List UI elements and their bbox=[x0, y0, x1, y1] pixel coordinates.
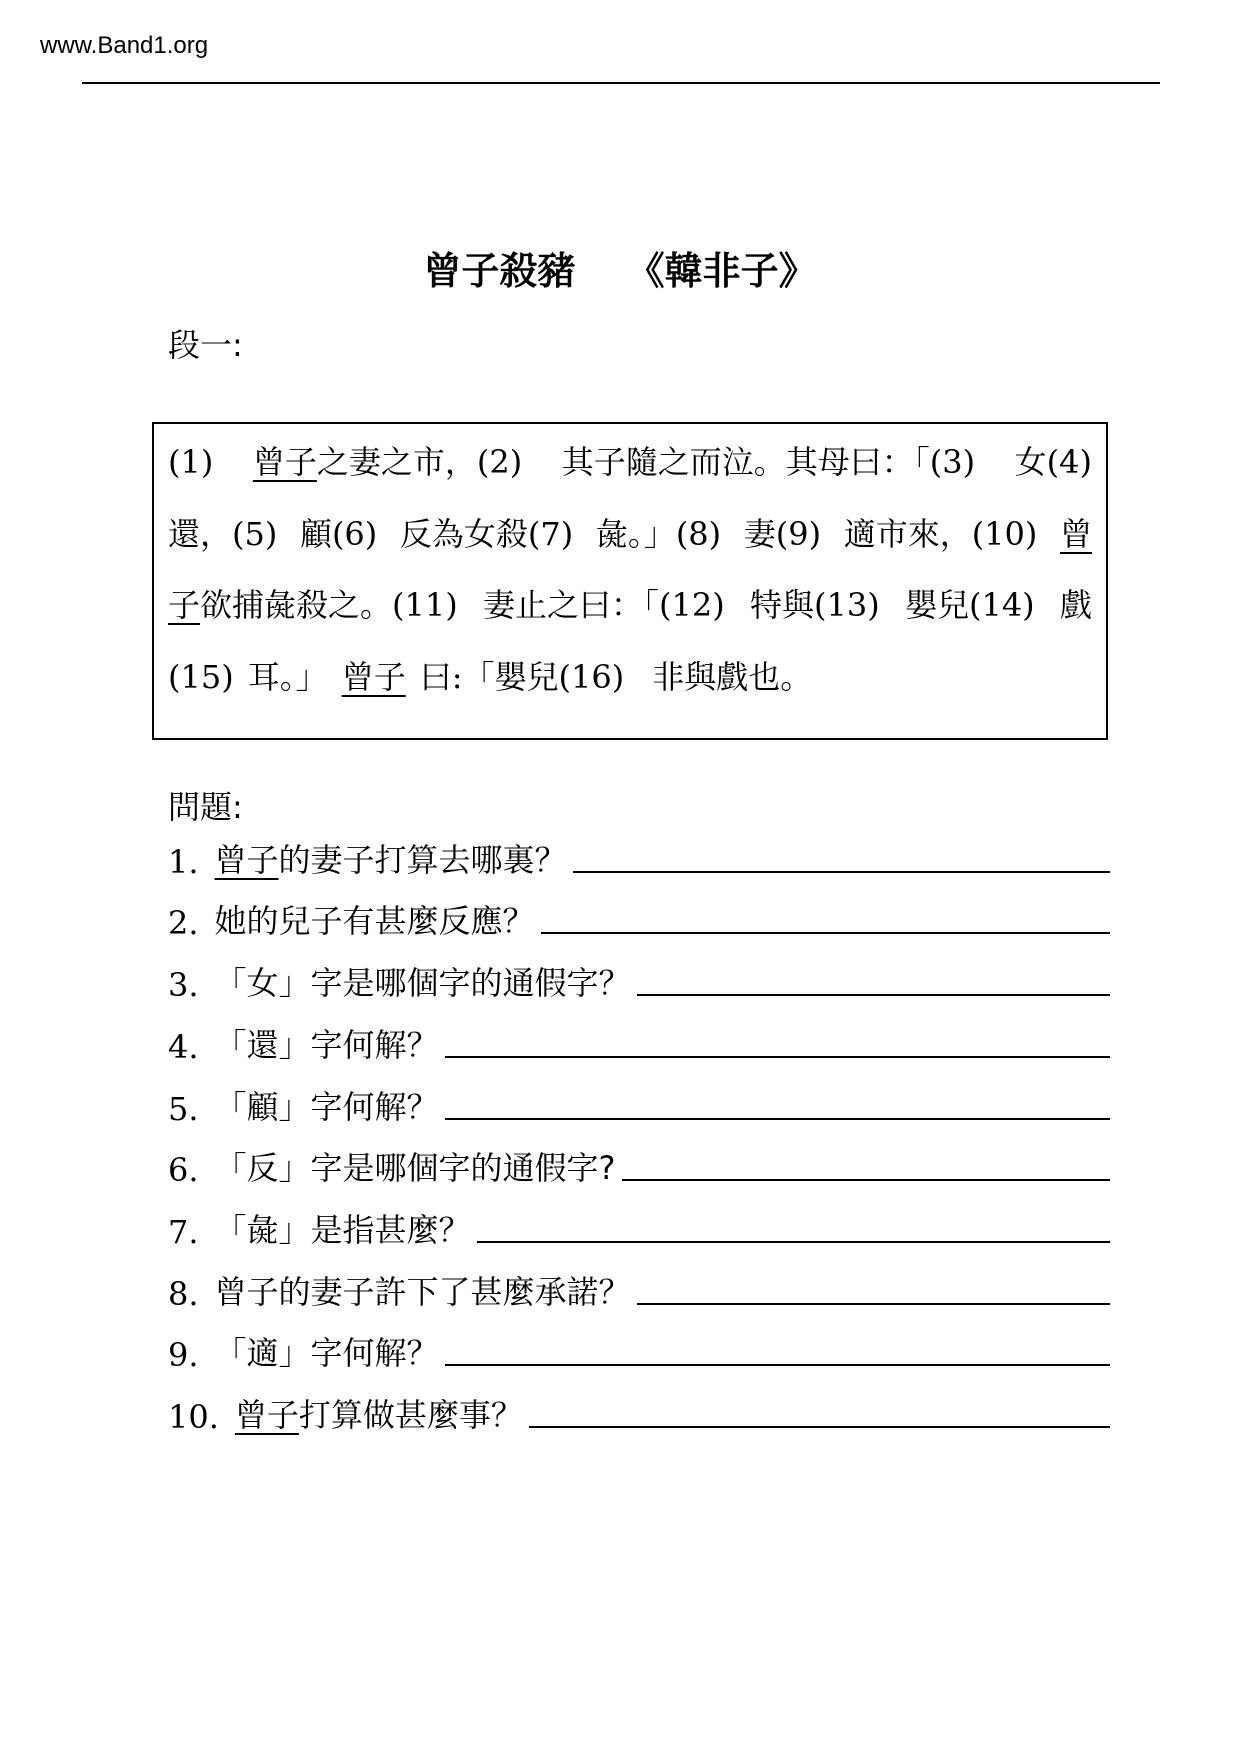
question-number: 1. bbox=[168, 843, 199, 881]
questions-label: 問題: bbox=[168, 788, 243, 826]
passage-name-underlined: 子 bbox=[168, 586, 201, 624]
header-divider bbox=[82, 82, 1160, 84]
passage-segment: (1) bbox=[168, 443, 214, 481]
question-text bbox=[215, 1020, 439, 1066]
passage-segment: 妻(9) bbox=[743, 515, 822, 553]
answer-blank[interactable] bbox=[637, 1303, 1110, 1305]
question-number: 10. bbox=[168, 1398, 219, 1436]
passage-segment: 欲捕彘殺之。(11) bbox=[200, 586, 458, 624]
answer-blank[interactable] bbox=[477, 1241, 1110, 1243]
question-body: 打算做甚麼事？ bbox=[298, 1396, 523, 1434]
question-row bbox=[168, 958, 1110, 1004]
passage-segment: (15) bbox=[168, 658, 234, 696]
passage-segment: 之妻之市，(2) bbox=[316, 443, 523, 481]
question-number: 2. bbox=[168, 904, 199, 942]
site-url: www.Band1.org bbox=[40, 32, 209, 59]
question-row bbox=[168, 835, 1110, 881]
question-row bbox=[168, 1390, 1110, 1436]
question-row bbox=[168, 1082, 1110, 1128]
question-body: 「女」字是哪個字的通假字？ bbox=[214, 964, 631, 1002]
question-body: 她的兒子有甚麼反應？ bbox=[214, 902, 535, 940]
question-row bbox=[168, 1328, 1110, 1374]
question-body: 的妻子打算去哪裏？ bbox=[278, 841, 567, 879]
passage-segment: 女(4) bbox=[1014, 443, 1092, 481]
question-number: 7. bbox=[168, 1213, 199, 1251]
passage-line bbox=[168, 438, 1092, 486]
passage-segment-group bbox=[253, 438, 522, 486]
question-body: 曾子的妻子許下了甚麼承諾？ bbox=[214, 1273, 631, 1311]
question-row bbox=[168, 1205, 1110, 1251]
passage-segment: 還，(5) bbox=[168, 515, 278, 553]
question-text bbox=[215, 1328, 439, 1374]
question-row bbox=[168, 1267, 1110, 1313]
answer-blank[interactable] bbox=[573, 871, 1110, 873]
passage-segment: 彘。」(8) bbox=[595, 515, 722, 553]
answer-blank[interactable] bbox=[622, 1179, 1110, 1181]
question-number: 6. bbox=[168, 1151, 199, 1189]
passage-segment: 耳。」 bbox=[247, 658, 328, 696]
question-body: 「還」字何解？ bbox=[214, 1026, 439, 1064]
question-row bbox=[168, 1020, 1110, 1066]
question-text bbox=[215, 896, 535, 942]
passage-segment: 其子隨之而泣。其母曰：「(3) bbox=[561, 443, 976, 481]
question-body: 「反」字是哪個字的通假字? bbox=[214, 1149, 616, 1187]
passage-name-underlined: 曾子 bbox=[252, 443, 317, 481]
passage-segment: 戲 bbox=[1059, 586, 1092, 624]
answer-blank[interactable] bbox=[637, 994, 1110, 996]
question-text bbox=[215, 1143, 616, 1189]
question-body: 「彘」是指甚麼？ bbox=[214, 1211, 471, 1249]
passage-name-underlined: 曾 bbox=[1059, 515, 1092, 553]
question-text bbox=[215, 1082, 439, 1128]
passage-line bbox=[168, 653, 1092, 701]
question-text bbox=[215, 835, 567, 881]
question-number: 9. bbox=[168, 1336, 199, 1374]
passage-segment: 非與戲也。 bbox=[652, 658, 813, 696]
question-body: 「適」字何解？ bbox=[214, 1334, 439, 1372]
question-text bbox=[215, 1205, 471, 1251]
passage-segment: 特與(13) bbox=[749, 586, 880, 624]
passage-segment-group bbox=[342, 653, 639, 701]
question-number: 3. bbox=[168, 966, 199, 1004]
question-name-underlined: 曾子 bbox=[234, 1396, 299, 1434]
answer-blank[interactable] bbox=[529, 1426, 1110, 1428]
passage-segment: 顧(6) bbox=[299, 515, 378, 553]
passage-line bbox=[168, 510, 1092, 558]
passage-segment: 適市來，(10) bbox=[843, 515, 1038, 553]
question-row bbox=[168, 896, 1110, 942]
answer-blank[interactable] bbox=[445, 1056, 1110, 1058]
question-text bbox=[215, 958, 631, 1004]
answer-blank[interactable] bbox=[445, 1118, 1110, 1120]
question-text bbox=[235, 1390, 523, 1436]
passage-box bbox=[152, 422, 1108, 740]
question-number: 8. bbox=[168, 1275, 199, 1313]
passage-segment-group bbox=[168, 581, 458, 629]
question-number: 5. bbox=[168, 1090, 199, 1128]
section-label: 段一: bbox=[168, 326, 243, 364]
passage-name-underlined: 曾子 bbox=[341, 658, 406, 696]
passage-segment: 嬰兒(14) bbox=[904, 586, 1035, 624]
passage-line bbox=[168, 581, 1092, 629]
question-body: 「顧」字何解？ bbox=[214, 1088, 439, 1126]
passage-segment: 妻止之曰：「(12) bbox=[483, 586, 725, 624]
question-row bbox=[168, 1143, 1110, 1189]
question-number: 4. bbox=[168, 1028, 199, 1066]
page-title: 曾子殺豬 《韓非子》 bbox=[423, 249, 817, 293]
passage-segment: 曰:「嬰兒(16) bbox=[419, 658, 625, 696]
question-name-underlined: 曾子 bbox=[214, 841, 279, 879]
question-text bbox=[215, 1267, 631, 1313]
answer-blank[interactable] bbox=[541, 932, 1110, 934]
passage-segment: 反為女殺(7) bbox=[399, 515, 574, 553]
answer-blank[interactable] bbox=[445, 1364, 1110, 1366]
